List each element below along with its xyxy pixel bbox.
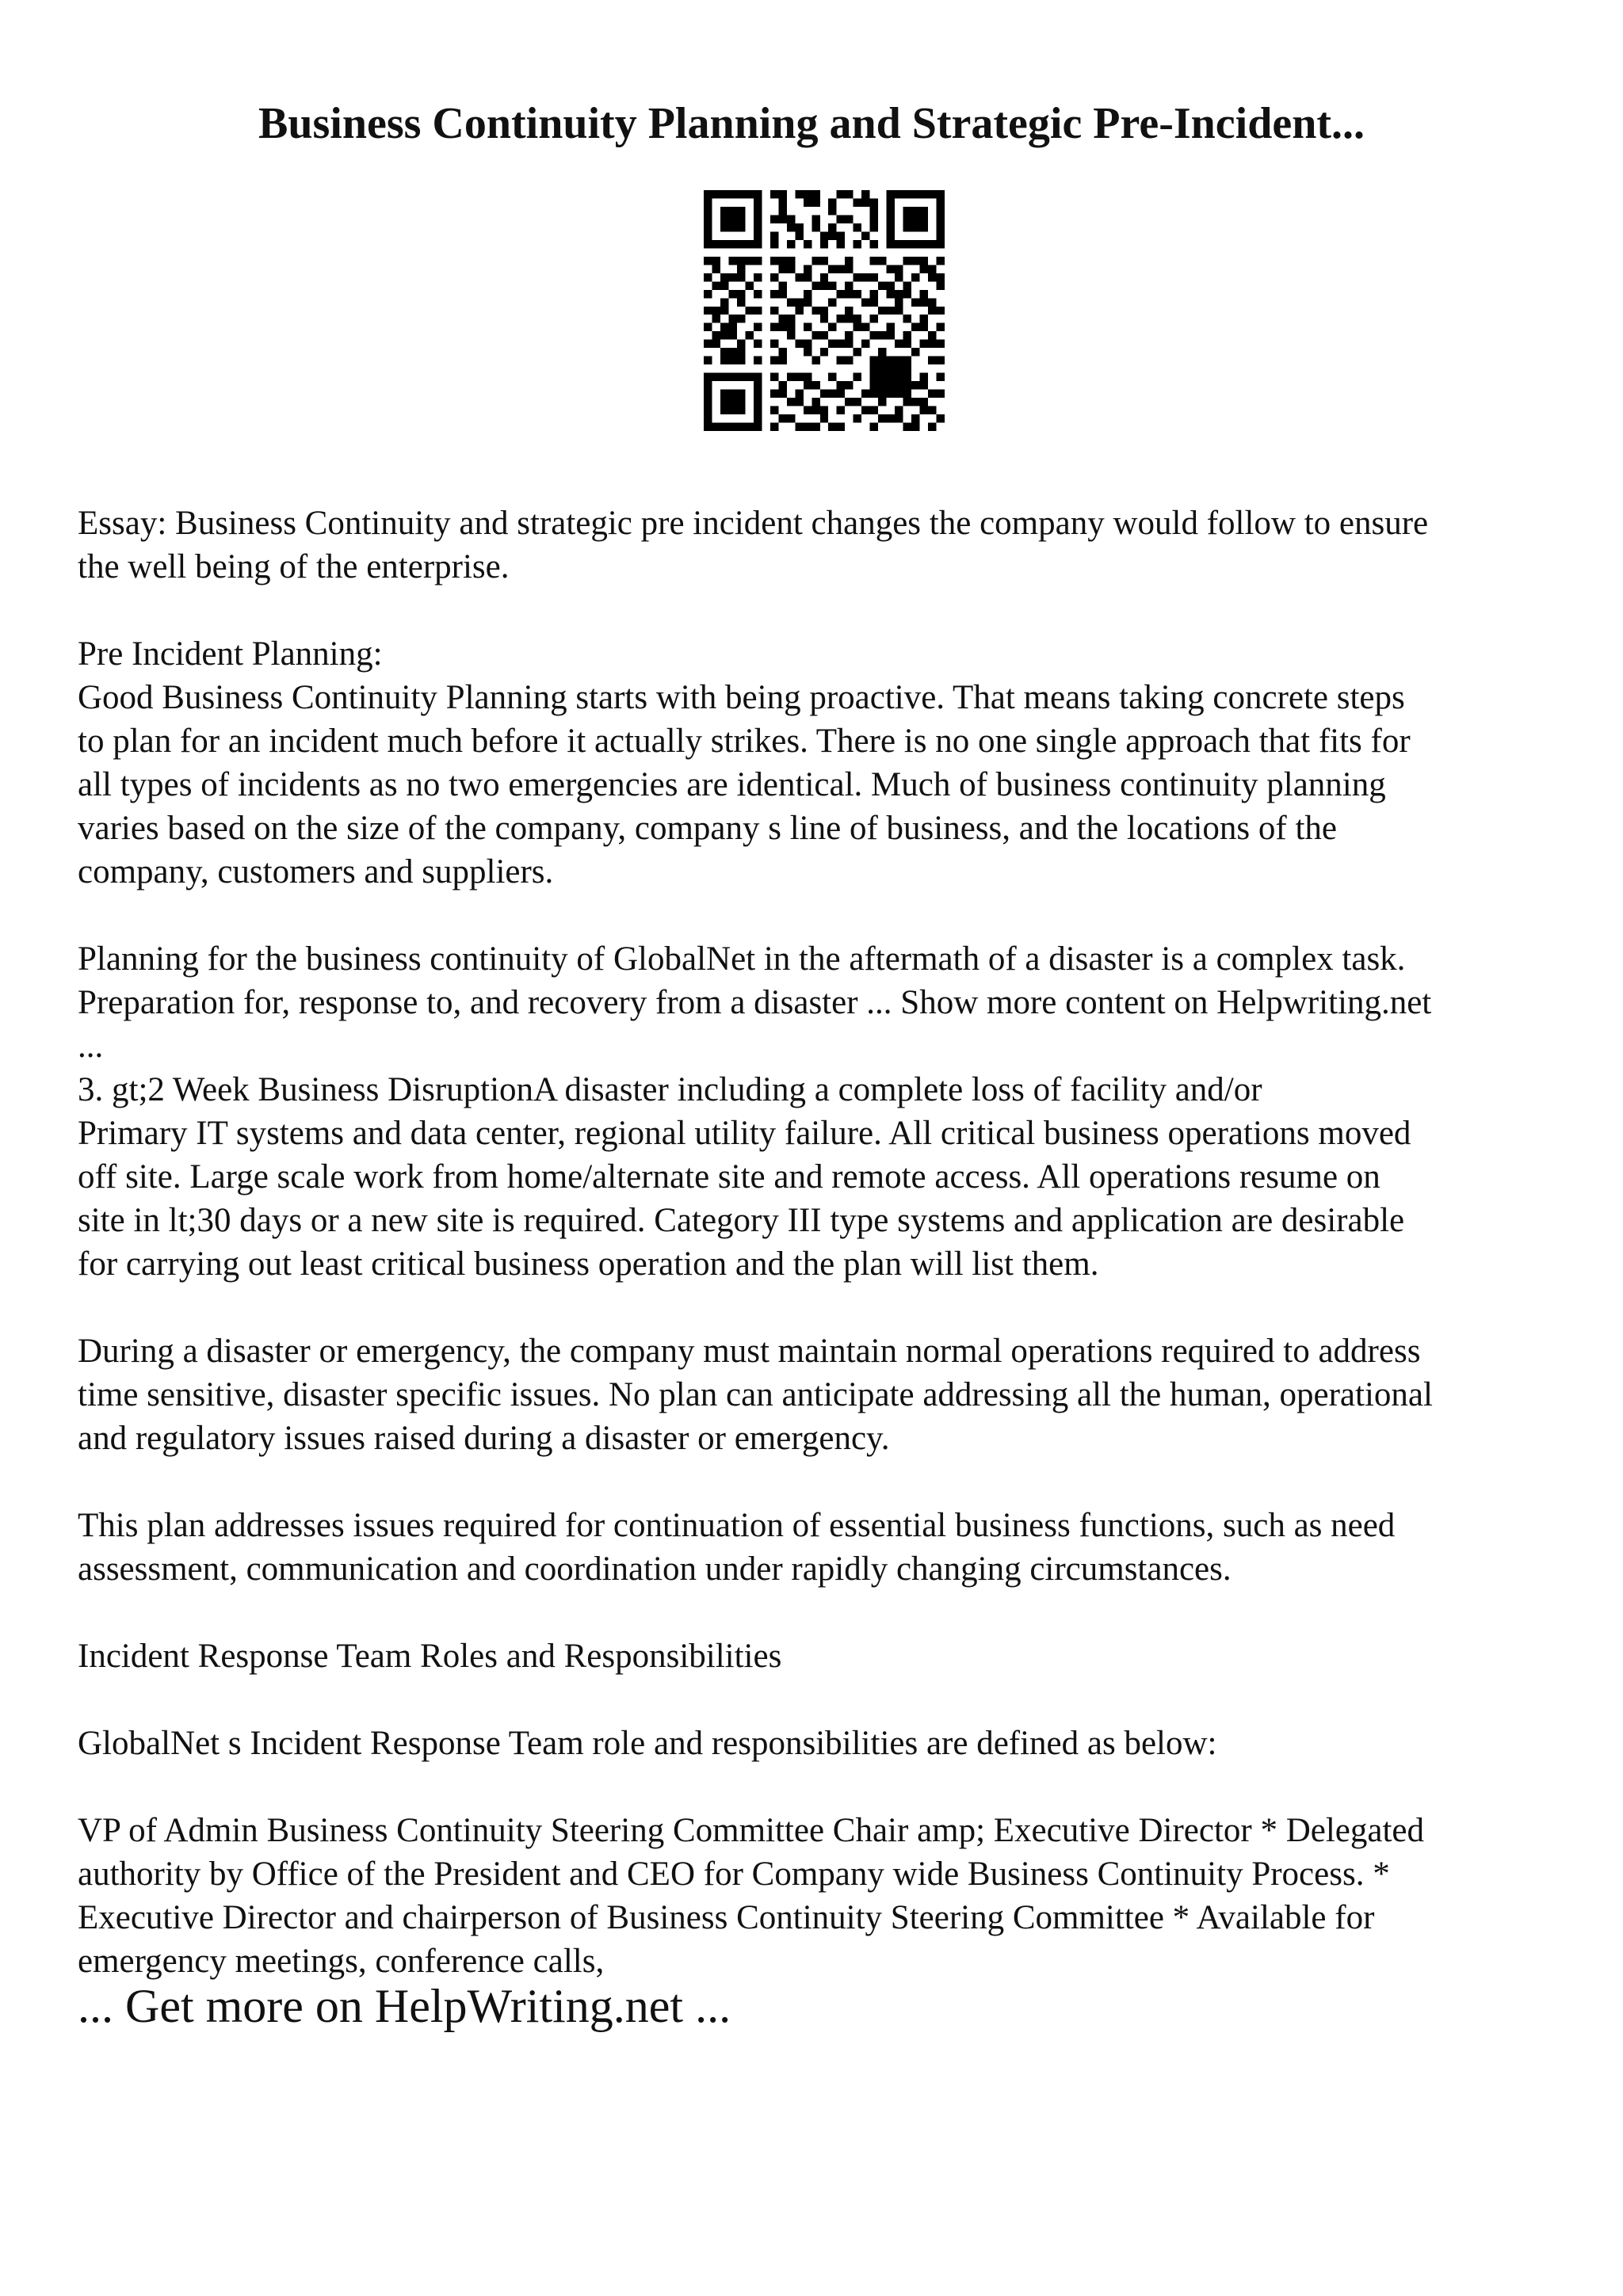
- get-more-link[interactable]: ... Get more on HelpWriting.net ...: [78, 1980, 731, 2032]
- paragraph-globalnet-planning: Planning for the business continuity of GlobalNet in the aftermath of a disaster is a complex task. Preparation for, response to, and recovery from a disaster ... Show more content on Helpwriting.net ... 3. gt;2 Week Business DisruptionA disaster including a complete loss of facility and/or Primary IT systems and data center, regional utility failure. All critical business operations moved off site. Large scale work from home/alternate site and remote access. All operations resume on site in lt;30 days or a new site is required. Category III type systems and application are desirable for carrying out least critical business operation and the plan will list them.: [78, 940, 1432, 1283]
- paragraph-during-disaster: During a disaster or emergency, the company must maintain normal operations required to address time sensitive, disaster specific issues. No plan can anticipate addressing all the human, operational and regulatory issues raised during a disaster or emergency.: [78, 1333, 1433, 1457]
- paragraph-vp-admin: VP of Admin Business Continuity Steering Committee Chair amp; Executive Director * Delegated authority by Office of the President and CEO for Company wide Business Continuity Process. * Executive Director and chairperson of Business Continuity Steering Committee * Available for emergency meetings, conference calls,: [78, 1812, 1425, 1980]
- paragraph-pre-incident-planning: Pre Incident Planning: Good Business Continuity Planning starts with being proactive. That means taking concrete steps to plan for an incident much before it actually strikes. There is no one single approach that fits for all types of incidents as no two emergencies are identical. Much of business continuity planning varies based on the size of the company, company s line of business, and the locations of the company, customers and suppliers.: [78, 635, 1411, 891]
- paragraph-team-intro: GlobalNet s Incident Response Team role and responsibilities are defined as below:: [78, 1725, 1217, 1762]
- document-title: Business Continuity Planning and Strategic Pre-Incident...: [258, 99, 1365, 148]
- qr-code-icon[interactable]: [704, 190, 945, 431]
- section-heading-team-roles: Incident Response Team Roles and Responsibilities: [78, 1638, 782, 1675]
- paragraph-intro: Essay: Business Continuity and strategic pre incident changes the company would follow to ensure the well being of the enterprise.: [78, 505, 1429, 585]
- essay-body: [78, 502, 1568, 2027]
- paragraph-plan-addresses: This plan addresses issues required for continuation of essential business functions, such as need assessment, communication and coordination under rapidly changing circumstances.: [78, 1507, 1396, 1588]
